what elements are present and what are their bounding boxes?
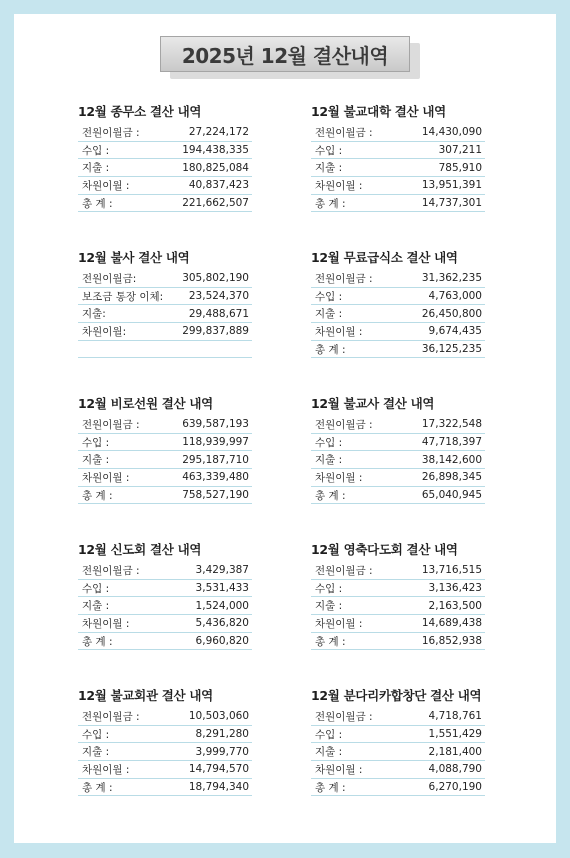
row-label: 차원이월 : xyxy=(315,763,363,776)
table-row xyxy=(311,726,485,744)
row-label: 총 계 : xyxy=(82,781,113,794)
title-banner xyxy=(160,36,410,72)
row-label: 차원이월: xyxy=(82,325,127,338)
row-value: 40,837,423 xyxy=(188,179,249,192)
table-row xyxy=(311,743,485,761)
row-label: 수입 : xyxy=(315,582,343,595)
row-value: 307,211 xyxy=(438,144,482,157)
row-label: 전원이월금 : xyxy=(315,564,373,577)
row-label: 전원이월금 : xyxy=(82,418,140,431)
page-title: 2025년 12월 결산내역 xyxy=(160,36,410,72)
row-value: 180,825,084 xyxy=(182,161,249,174)
table-row xyxy=(311,142,485,160)
row-label: 지출 : xyxy=(315,162,343,175)
table-row xyxy=(311,124,485,142)
table-row xyxy=(311,159,485,177)
table-row xyxy=(78,177,252,195)
row-value: 8,291,280 xyxy=(195,728,249,741)
row-value: 16,852,938 xyxy=(421,635,482,648)
section-title: 12월 불교대학 결산 내역 xyxy=(311,104,446,119)
table-row xyxy=(78,195,252,213)
row-label: 보조금 통장 이체: xyxy=(82,290,164,303)
row-label: 수입 : xyxy=(82,728,110,741)
section-bulgyosa xyxy=(311,394,485,504)
row-value: 47,718,397 xyxy=(421,436,482,449)
section-jongmuso xyxy=(78,102,252,212)
row-value: 4,088,790 xyxy=(428,763,482,776)
row-value: 4,718,761 xyxy=(428,710,482,723)
table-row xyxy=(311,761,485,779)
table-row-empty xyxy=(78,341,252,359)
row-value: 26,450,800 xyxy=(421,307,482,320)
table-row xyxy=(311,633,485,651)
row-label: 총 계 : xyxy=(315,635,346,648)
section-bulsa xyxy=(78,248,252,358)
row-value: 14,430,090 xyxy=(421,126,482,139)
row-label: 차원이월 : xyxy=(82,471,130,484)
row-label: 차원이월 : xyxy=(82,179,130,192)
section-title: 12월 분다리카합창단 결산 내역 xyxy=(311,688,482,703)
row-label: 전원이월금: xyxy=(82,272,137,285)
table-row xyxy=(311,416,485,434)
row-value: 118,939,997 xyxy=(182,436,249,449)
row-value: 14,737,301 xyxy=(421,197,482,210)
row-value: 3,136,423 xyxy=(428,582,482,595)
row-value: 9,674,435 xyxy=(428,325,482,338)
row-value: 785,910 xyxy=(438,161,482,174)
row-label: 전원이월금 : xyxy=(315,272,373,285)
table-row xyxy=(311,779,485,797)
table-row xyxy=(78,451,252,469)
table-row xyxy=(311,580,485,598)
section-birosunwon xyxy=(78,394,252,504)
row-value: 3,999,770 xyxy=(195,745,249,758)
row-label: 지출 : xyxy=(315,308,343,321)
row-value: 14,794,570 xyxy=(188,763,249,776)
table-row xyxy=(311,341,485,359)
row-value: 463,339,480 xyxy=(182,471,249,484)
table-row xyxy=(78,562,252,580)
row-label: 전원이월금 : xyxy=(82,564,140,577)
row-label: 전원이월금 : xyxy=(82,126,140,139)
section-title: 12월 불사 결산 내역 xyxy=(78,250,190,265)
table-row xyxy=(78,779,252,797)
row-value: 3,429,387 xyxy=(195,564,249,577)
row-value: 194,438,335 xyxy=(182,144,249,157)
row-value: 17,322,548 xyxy=(421,418,482,431)
table-row xyxy=(311,177,485,195)
table-row xyxy=(311,323,485,341)
row-label: 전원이월금 : xyxy=(315,418,373,431)
row-label: 지출 : xyxy=(82,600,110,613)
row-label: 총 계 : xyxy=(315,489,346,502)
row-label: 전원이월금 : xyxy=(82,710,140,723)
table-row xyxy=(311,270,485,288)
row-label: 수입 : xyxy=(315,290,343,303)
table-row xyxy=(78,270,252,288)
row-label: 수입 : xyxy=(315,436,343,449)
table-row xyxy=(78,761,252,779)
row-label: 지출: xyxy=(82,308,106,321)
table-row xyxy=(78,305,252,323)
row-value: 1,551,429 xyxy=(428,728,482,741)
row-value: 4,763,000 xyxy=(428,290,482,303)
table-row xyxy=(311,562,485,580)
row-label: 지출 : xyxy=(315,746,343,759)
table-row xyxy=(311,615,485,633)
table-row xyxy=(311,597,485,615)
row-label: 수입 : xyxy=(315,144,343,157)
row-value: 3,531,433 xyxy=(195,582,249,595)
row-value: 13,951,391 xyxy=(421,179,482,192)
row-value: 758,527,190 xyxy=(182,489,249,502)
row-label: 수입 : xyxy=(82,582,110,595)
row-value: 29,488,671 xyxy=(188,307,249,320)
table-row xyxy=(78,142,252,160)
row-value: 23,524,370 xyxy=(188,290,249,303)
section-bulgyo-hoegwan xyxy=(78,686,252,796)
row-label: 차원이월 : xyxy=(315,325,363,338)
row-value: 38,142,600 xyxy=(421,453,482,466)
table-row xyxy=(311,288,485,306)
row-value: 1,524,000 xyxy=(195,599,249,612)
row-value: 26,898,345 xyxy=(421,471,482,484)
row-label: 지출 : xyxy=(82,746,110,759)
row-value: 14,689,438 xyxy=(421,617,482,630)
row-label: 수입 : xyxy=(315,728,343,741)
table-row xyxy=(78,615,252,633)
row-value: 10,503,060 xyxy=(188,710,249,723)
table-row xyxy=(78,597,252,615)
table-row xyxy=(78,469,252,487)
section-sindohoe xyxy=(78,540,252,650)
row-label: 총 계 : xyxy=(315,197,346,210)
table-row xyxy=(78,124,252,142)
section-pundarika-choir xyxy=(311,686,485,796)
row-value: 18,794,340 xyxy=(188,781,249,794)
row-label: 차원이월 : xyxy=(82,617,130,630)
row-label: 수입 : xyxy=(82,144,110,157)
row-value: 2,163,500 xyxy=(428,599,482,612)
row-label: 총 계 : xyxy=(82,489,113,502)
section-title: 12월 불교회관 결산 내역 xyxy=(78,688,213,703)
row-label: 차원이월 : xyxy=(315,471,363,484)
row-label: 수입 : xyxy=(82,436,110,449)
row-value: 36,125,235 xyxy=(421,343,482,356)
row-label: 차원이월 : xyxy=(82,763,130,776)
row-label: 총 계 : xyxy=(315,343,346,356)
row-value: 299,837,889 xyxy=(182,325,249,338)
row-value: 6,960,820 xyxy=(195,635,249,648)
row-value: 31,362,235 xyxy=(421,272,482,285)
row-value: 305,802,190 xyxy=(182,272,249,285)
table-row xyxy=(311,305,485,323)
row-value: 221,662,507 xyxy=(182,197,249,210)
section-title: 12월 비로선원 결산 내역 xyxy=(78,396,213,411)
row-value: 639,587,193 xyxy=(182,418,249,431)
row-value: 5,436,820 xyxy=(195,617,249,630)
row-value: 2,181,400 xyxy=(428,745,482,758)
row-label: 차원이월 : xyxy=(315,617,363,630)
row-value: 65,040,945 xyxy=(421,489,482,502)
table-row xyxy=(78,159,252,177)
section-title: 12월 영축다도회 결산 내역 xyxy=(311,542,458,557)
row-label: 총 계 : xyxy=(315,781,346,794)
section-yeongchuk-dadohoe xyxy=(311,540,485,650)
row-label: 지출 : xyxy=(315,600,343,613)
row-label: 지출 : xyxy=(82,454,110,467)
row-label: 차원이월 : xyxy=(315,179,363,192)
table-row xyxy=(78,416,252,434)
section-title: 12월 불교사 결산 내역 xyxy=(311,396,435,411)
section-free-meal xyxy=(311,248,485,358)
table-row xyxy=(311,195,485,213)
table-row xyxy=(78,633,252,651)
table-row xyxy=(78,288,252,306)
row-label: 지출 : xyxy=(82,162,110,175)
table-row xyxy=(78,708,252,726)
row-label: 총 계 : xyxy=(82,635,113,648)
row-value: 295,187,710 xyxy=(182,453,249,466)
table-row xyxy=(78,726,252,744)
table-row xyxy=(311,434,485,452)
page xyxy=(14,14,556,843)
table-row xyxy=(78,743,252,761)
table-row xyxy=(311,708,485,726)
row-value: 27,224,172 xyxy=(188,126,249,139)
table-row xyxy=(78,434,252,452)
section-title: 12월 무료급식소 결산 내역 xyxy=(311,250,458,265)
table-row xyxy=(311,451,485,469)
row-label: 전원이월금 : xyxy=(315,710,373,723)
row-value: 6,270,190 xyxy=(428,781,482,794)
section-buddhist-college xyxy=(311,102,485,212)
row-label: 총 계 : xyxy=(82,197,113,210)
table-row xyxy=(311,487,485,505)
table-row xyxy=(78,487,252,505)
table-row xyxy=(311,469,485,487)
section-title: 12월 신도회 결산 내역 xyxy=(78,542,202,557)
row-label: 지출 : xyxy=(315,454,343,467)
table-row xyxy=(78,580,252,598)
section-title: 12월 종무소 결산 내역 xyxy=(78,104,202,119)
row-value: 13,716,515 xyxy=(421,564,482,577)
table-row xyxy=(78,323,252,341)
row-label: 전원이월금 : xyxy=(315,126,373,139)
